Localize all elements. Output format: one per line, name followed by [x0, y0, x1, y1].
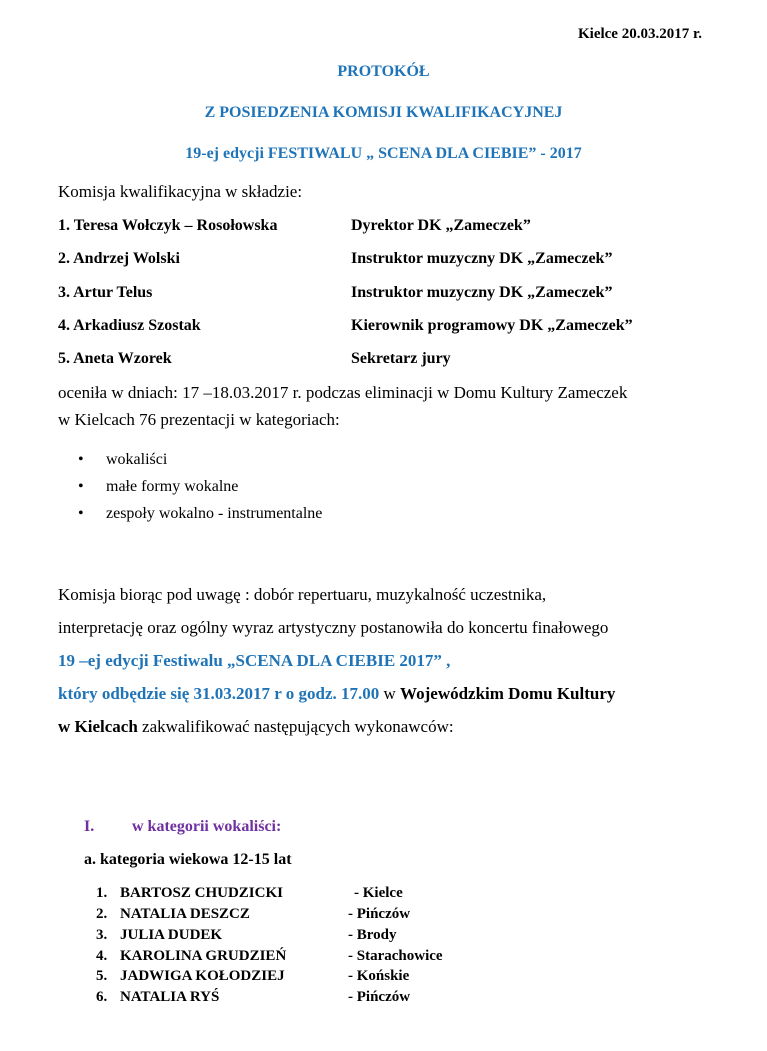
- member-name: 1. Teresa Wołczyk – Rosołowska: [58, 217, 278, 234]
- entry-city: - Starachowice: [348, 948, 443, 964]
- member-role: Kierownik programowy DK „Zameczek”: [351, 317, 633, 334]
- entry-city: - Końskie: [348, 968, 410, 984]
- entry-name: NATALIA DESZCZ: [120, 906, 250, 922]
- entry-city: - Pińczów: [348, 906, 411, 922]
- entry-name: JADWIGA KOŁODZIEJ: [120, 968, 285, 984]
- entry-number: 5.: [96, 968, 108, 984]
- category-list-item: [82, 478, 238, 496]
- member-name: 3. Artur Telus: [58, 284, 153, 301]
- member-name: 4. Arkadiusz Szostak: [58, 317, 201, 334]
- member-role: Sekretarz jury: [351, 350, 451, 367]
- decision-line: Komisja biorąc pod uwagę : dobór repertuaru, muzykalność uczestnika,: [58, 585, 547, 604]
- category-list-item: [82, 505, 322, 523]
- entry-name: JULIA DUDEK: [120, 927, 223, 943]
- results-section-heading: [84, 818, 281, 836]
- entry-number: 6.: [96, 989, 108, 1005]
- entry-name: KAROLINA GRUDZIEŃ: [120, 948, 287, 964]
- category-label: wokaliści: [106, 451, 168, 468]
- member-name: 5. Aneta Wzorek: [58, 350, 172, 367]
- entry-number: 3.: [96, 927, 108, 943]
- concert-date: który odbędzie się 31.03.2017 r o godz. 17.00: [58, 684, 380, 703]
- entry-number: 2.: [96, 906, 108, 922]
- category-label: małe formy wokalne: [106, 478, 239, 495]
- entry-number: 1.: [96, 885, 108, 901]
- category-list-item: [82, 451, 167, 469]
- assessment-line: w Kielcach 76 prezentacji w kategoriach:: [58, 410, 340, 429]
- document-title: PROTOKÓŁ: [337, 63, 430, 80]
- section-number: I.: [84, 818, 95, 835]
- qualification-line: [58, 717, 454, 737]
- member-role: Dyrektor DK „Zameczek”: [351, 217, 531, 234]
- qualification-text: zakwalifikować następujących wykonawców:: [142, 717, 454, 736]
- section-title: w kategorii wokaliści:: [132, 818, 282, 835]
- entry-city: - Pińczów: [348, 989, 411, 1005]
- festival-edition: 19-ej edycji FESTIWALU „ SCENA DLA CIEBIE” - 2017: [185, 145, 582, 162]
- member-name: 2. Andrzej Wolski: [58, 250, 180, 267]
- place-date: Kielce 20.03.2017 r.: [577, 26, 702, 42]
- document-subtitle: Z POSIEDZENIA KOMISJI KWALIFIKACYJNEJ: [204, 104, 563, 121]
- assessment-line: oceniła w dniach: 17 –18.03.2017 r. podczas eliminacji w Domu Kultury Zameczek: [58, 383, 628, 402]
- concert-details-line: [58, 684, 615, 704]
- entry-city: - Brody: [348, 927, 397, 943]
- entry-name: BARTOSZ CHUDZICKI: [120, 885, 283, 901]
- final-concert-name: 19 –ej edycji Festiwalu „SCENA DLA CIEBIE 2017” ,: [58, 651, 451, 670]
- decision-line: interpretację oraz ogólny wyraz artystyczny postanowiła do koncertu finałowego: [58, 618, 609, 637]
- category-label: zespoły wokalno - instrumentalne: [106, 505, 323, 522]
- member-role: Instruktor muzyczny DK „Zameczek”: [351, 250, 613, 267]
- entry-city: - Kielce: [354, 885, 403, 901]
- committee-intro: Komisja kwalifikacyjna w składzie:: [58, 182, 303, 201]
- venue-name: Wojewódzkim Domu Kultury: [400, 684, 616, 703]
- entry-number: 4.: [96, 948, 108, 964]
- entry-name: NATALIA RYŚ: [120, 989, 220, 1005]
- age-category-heading: a. kategoria wiekowa 12-15 lat: [84, 851, 292, 868]
- member-role: Instruktor muzyczny DK „Zameczek”: [351, 284, 613, 301]
- venue-prefix: w: [383, 684, 396, 703]
- venue-city: w Kielcach: [58, 717, 138, 736]
